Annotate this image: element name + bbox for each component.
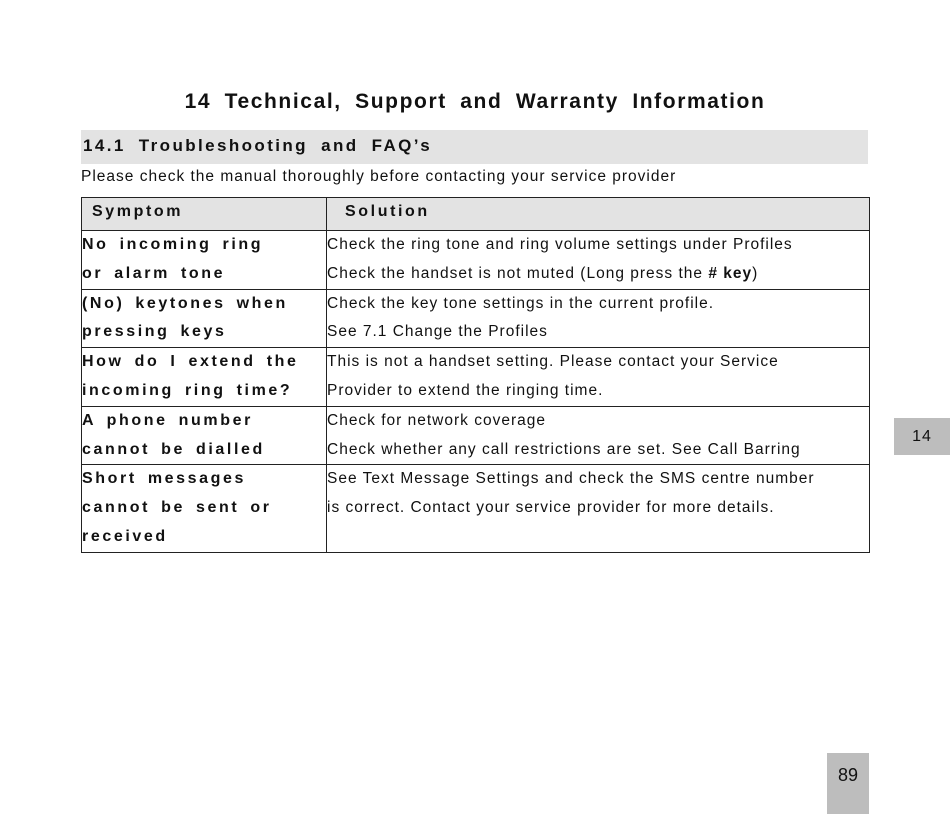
solution-cell: Check the ring tone and ring volume settings under Profiles Check the handset is not muted (Long press the # key) [327,231,870,290]
table-row [82,289,870,348]
table-row [82,231,870,290]
table-header-row [82,198,870,231]
table-row [82,406,870,465]
solution-column-header: Solution [327,198,870,231]
section-header-bar [81,130,868,164]
symptom-cell: A phone number cannot be dialled [82,406,327,465]
symptom-column-header: Symptom [82,198,327,231]
solution-cell: This is not a handset setting. Please contact your Service Provider to extend the ringing time. [327,348,870,407]
symptom-cell: No incoming ring or alarm tone [82,231,327,290]
chapter-tab-marker: 14 [894,418,950,455]
symptom-cell: How do I extend the incoming ring time? [82,348,327,407]
chapter-title: 14 Technical, Support and Warranty Information [184,90,766,113]
table-row [82,465,870,552]
symptom-cell: (No) keytones when pressing keys [82,289,327,348]
intro-text: Please check the manual thoroughly before contacting your service provider [81,168,677,185]
section-title: 14.1 Troubleshooting and FAQ’s [83,136,433,155]
table-row [82,348,870,407]
symptom-cell: Short messages cannot be sent or received [82,465,327,552]
troubleshooting-table [81,197,870,553]
solution-cell: Check the key tone settings in the current profile. See 7.1 Change the Profiles [327,289,870,348]
page-number: 89 [827,753,869,814]
solution-cell: Check for network coverage Check whether any call restrictions are set. See Call Barring [327,406,870,465]
solution-cell: See Text Message Settings and check the SMS centre number is correct. Contact your service provider for more details. [327,465,870,552]
hash-key-label: # key [708,264,753,282]
